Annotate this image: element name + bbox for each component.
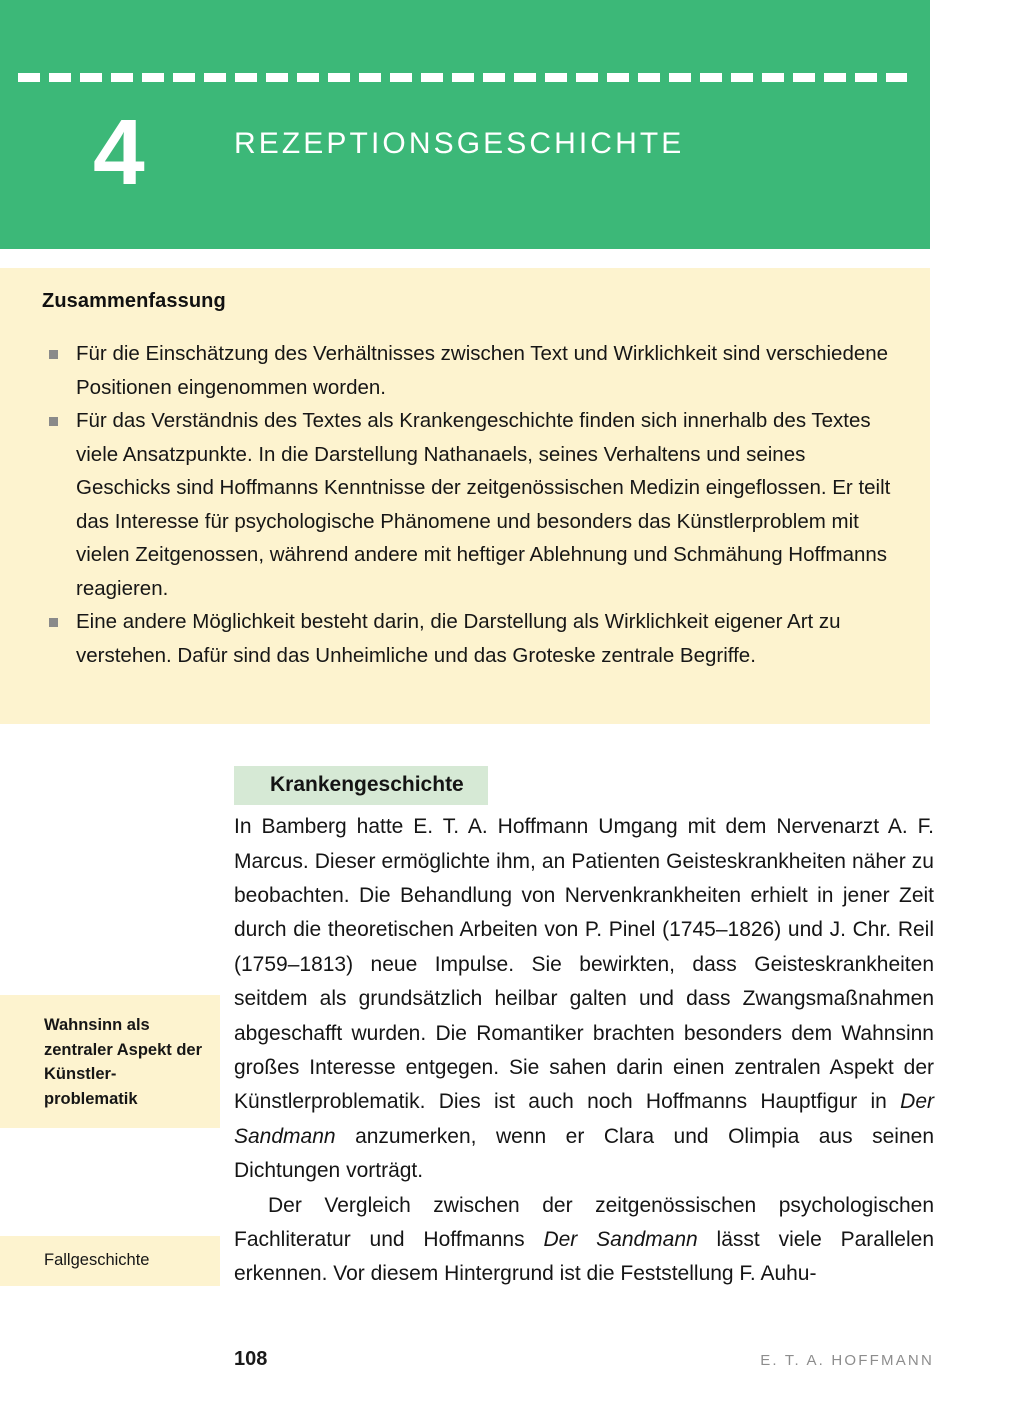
page-number: 108 [234,1348,268,1370]
margin-note-fallgeschichte [0,1236,220,1286]
margin-note-wahnsinn [0,995,220,1128]
list-item [42,404,892,605]
list-item-text: Für das Verständnis des Textes als Krankengeschichte finden sich innerhalb des Textes viele Ansatzpunkte. In die Darstellung Nathanaels, seines Verhaltens und seines Geschicks sind Hoffmanns Kenntnisse der zeitgenössischen Medizin eingeflossen. Er teilt das Interesse für psychologische Phänomene und besonders das Künstlerproblem mit vielen Zeitgenossen, während andere mit heftiger Ablehnung und Schmähung Hoffmanns reagieren. [76,409,891,600]
margin-note-text: Fallgeschichte [44,1251,150,1269]
list-item-text: Eine andere Möglichkeit besteht darin, die Darstellung als Wirklichkeit eigener Art zu verstehen. Dafür sind das Unheimliche und das Groteske zentrale Begriffe. [76,610,841,667]
list-item-text: Für die Einschätzung des Verhältnisses zwischen Text und Wirklichkeit sind verschiedene Positionen eingenommen worden. [76,342,889,399]
list-item [42,605,892,672]
section-heading-krankengeschichte: Krankengeschichte [234,766,488,805]
page-footer [234,1348,934,1371]
bullet-square-icon [49,417,58,426]
footer-running-title: E. T. A. HOFFMANN [760,1352,934,1369]
body-paragraph: In Bamberg hatte E. T. A. Hoffmann Umgang mit dem Nervenarzt A. F. Marcus. Dieser ermöglichte ihm, an Patienten Geisteskrankheiten näher zu beobachten. Die Behandlung von Nervenkrankheiten erhielt in jener Zeit durch die theoretischen Arbeiten von P. Pinel (1745–1826) und J. Chr. Reil (1759–1813) neue Impulse. Sie bewirkten, dass Geisteskrankheiten seitdem als grundsätzlich heilbar galten und dass Zwangsmaßnahmen abgeschafft wurden. Die Romantiker brachten besonders dem Wahnsinn großes Interesse entgegen. Sie sahen darin einen zentralen Aspekt der Künstlerproblematik. Dies ist auch noch Hoffmanns Hauptfigur in Der Sandmann anzumerken, wenn er Clara und Olimpia aus seinen Dichtungen vorträgt. [234,815,934,1183]
bullet-square-icon [49,618,58,627]
body-paragraph: Der Vergleich zwischen der zeitgenössischen psychologischen Fachliteratur und Hoffmanns Der Sandmann lässt viele Parallelen erkennen. Vor diesem Hintergrund ist die Feststellung F. Auhu- [234,1193,935,1286]
bullet-square-icon [49,350,58,359]
dashed-rule-icon [18,73,907,82]
summary-title: Zusammenfassung [42,290,226,312]
chapter-title: REZEPTIONSGESCHICHTE [234,127,685,160]
summary-list [42,337,892,672]
chapter-header-band [0,0,930,249]
chapter-number: 4 [93,100,144,204]
body-column [234,766,934,1292]
list-item [42,337,892,404]
margin-note-text: Wahnsinn als zentraler Aspekt der Künstler-problematik [44,1016,203,1108]
summary-box [0,268,930,724]
